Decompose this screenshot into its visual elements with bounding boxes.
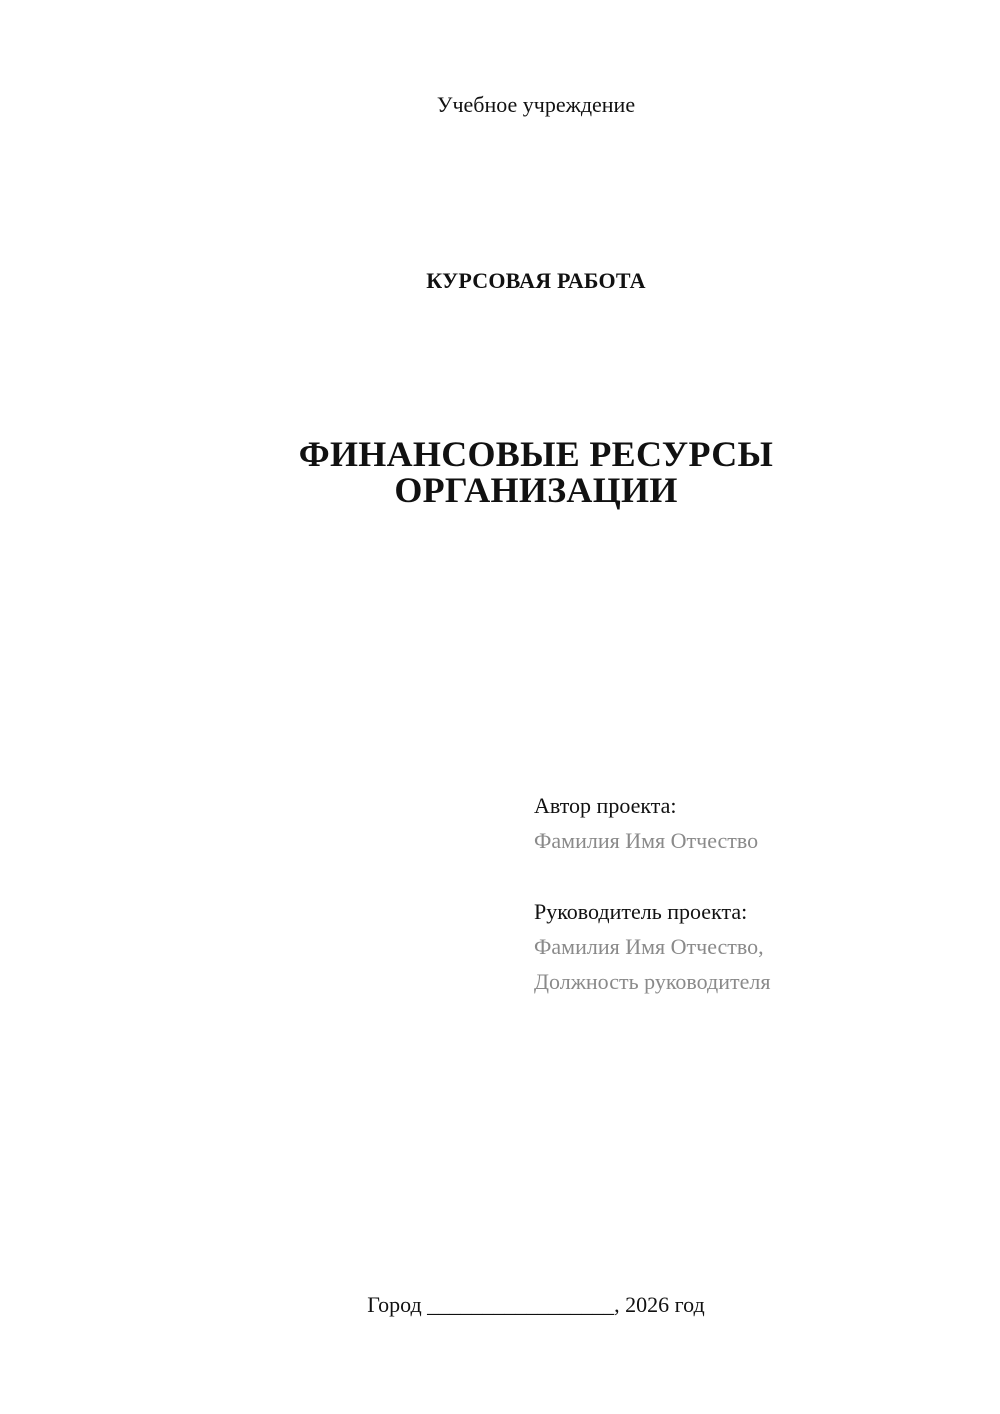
document-title-line-1: ФИНАНСОВЫЕ РЕСУРСЫ — [298, 434, 774, 474]
document-title-line-2: ОРГАНИЗАЦИИ — [394, 470, 678, 510]
work-type-heading: КУРСОВАЯ РАБОТА — [426, 268, 646, 293]
supervisor-position: Должность руководителя — [534, 969, 771, 994]
supervisor-label: Руководитель проекта: — [534, 899, 748, 924]
project-info-block — [534, 788, 974, 999]
institution-name: Учебное учреждение — [436, 92, 636, 117]
document-title — [0, 436, 1000, 508]
info-spacer — [534, 858, 974, 894]
author-name: Фамилия Имя Отчество — [534, 828, 759, 853]
city-year-line: Город _________________, 2026 год — [367, 1292, 705, 1317]
author-label: Автор проекта: — [534, 793, 677, 818]
supervisor-name: Фамилия Имя Отчество, — [534, 934, 764, 959]
